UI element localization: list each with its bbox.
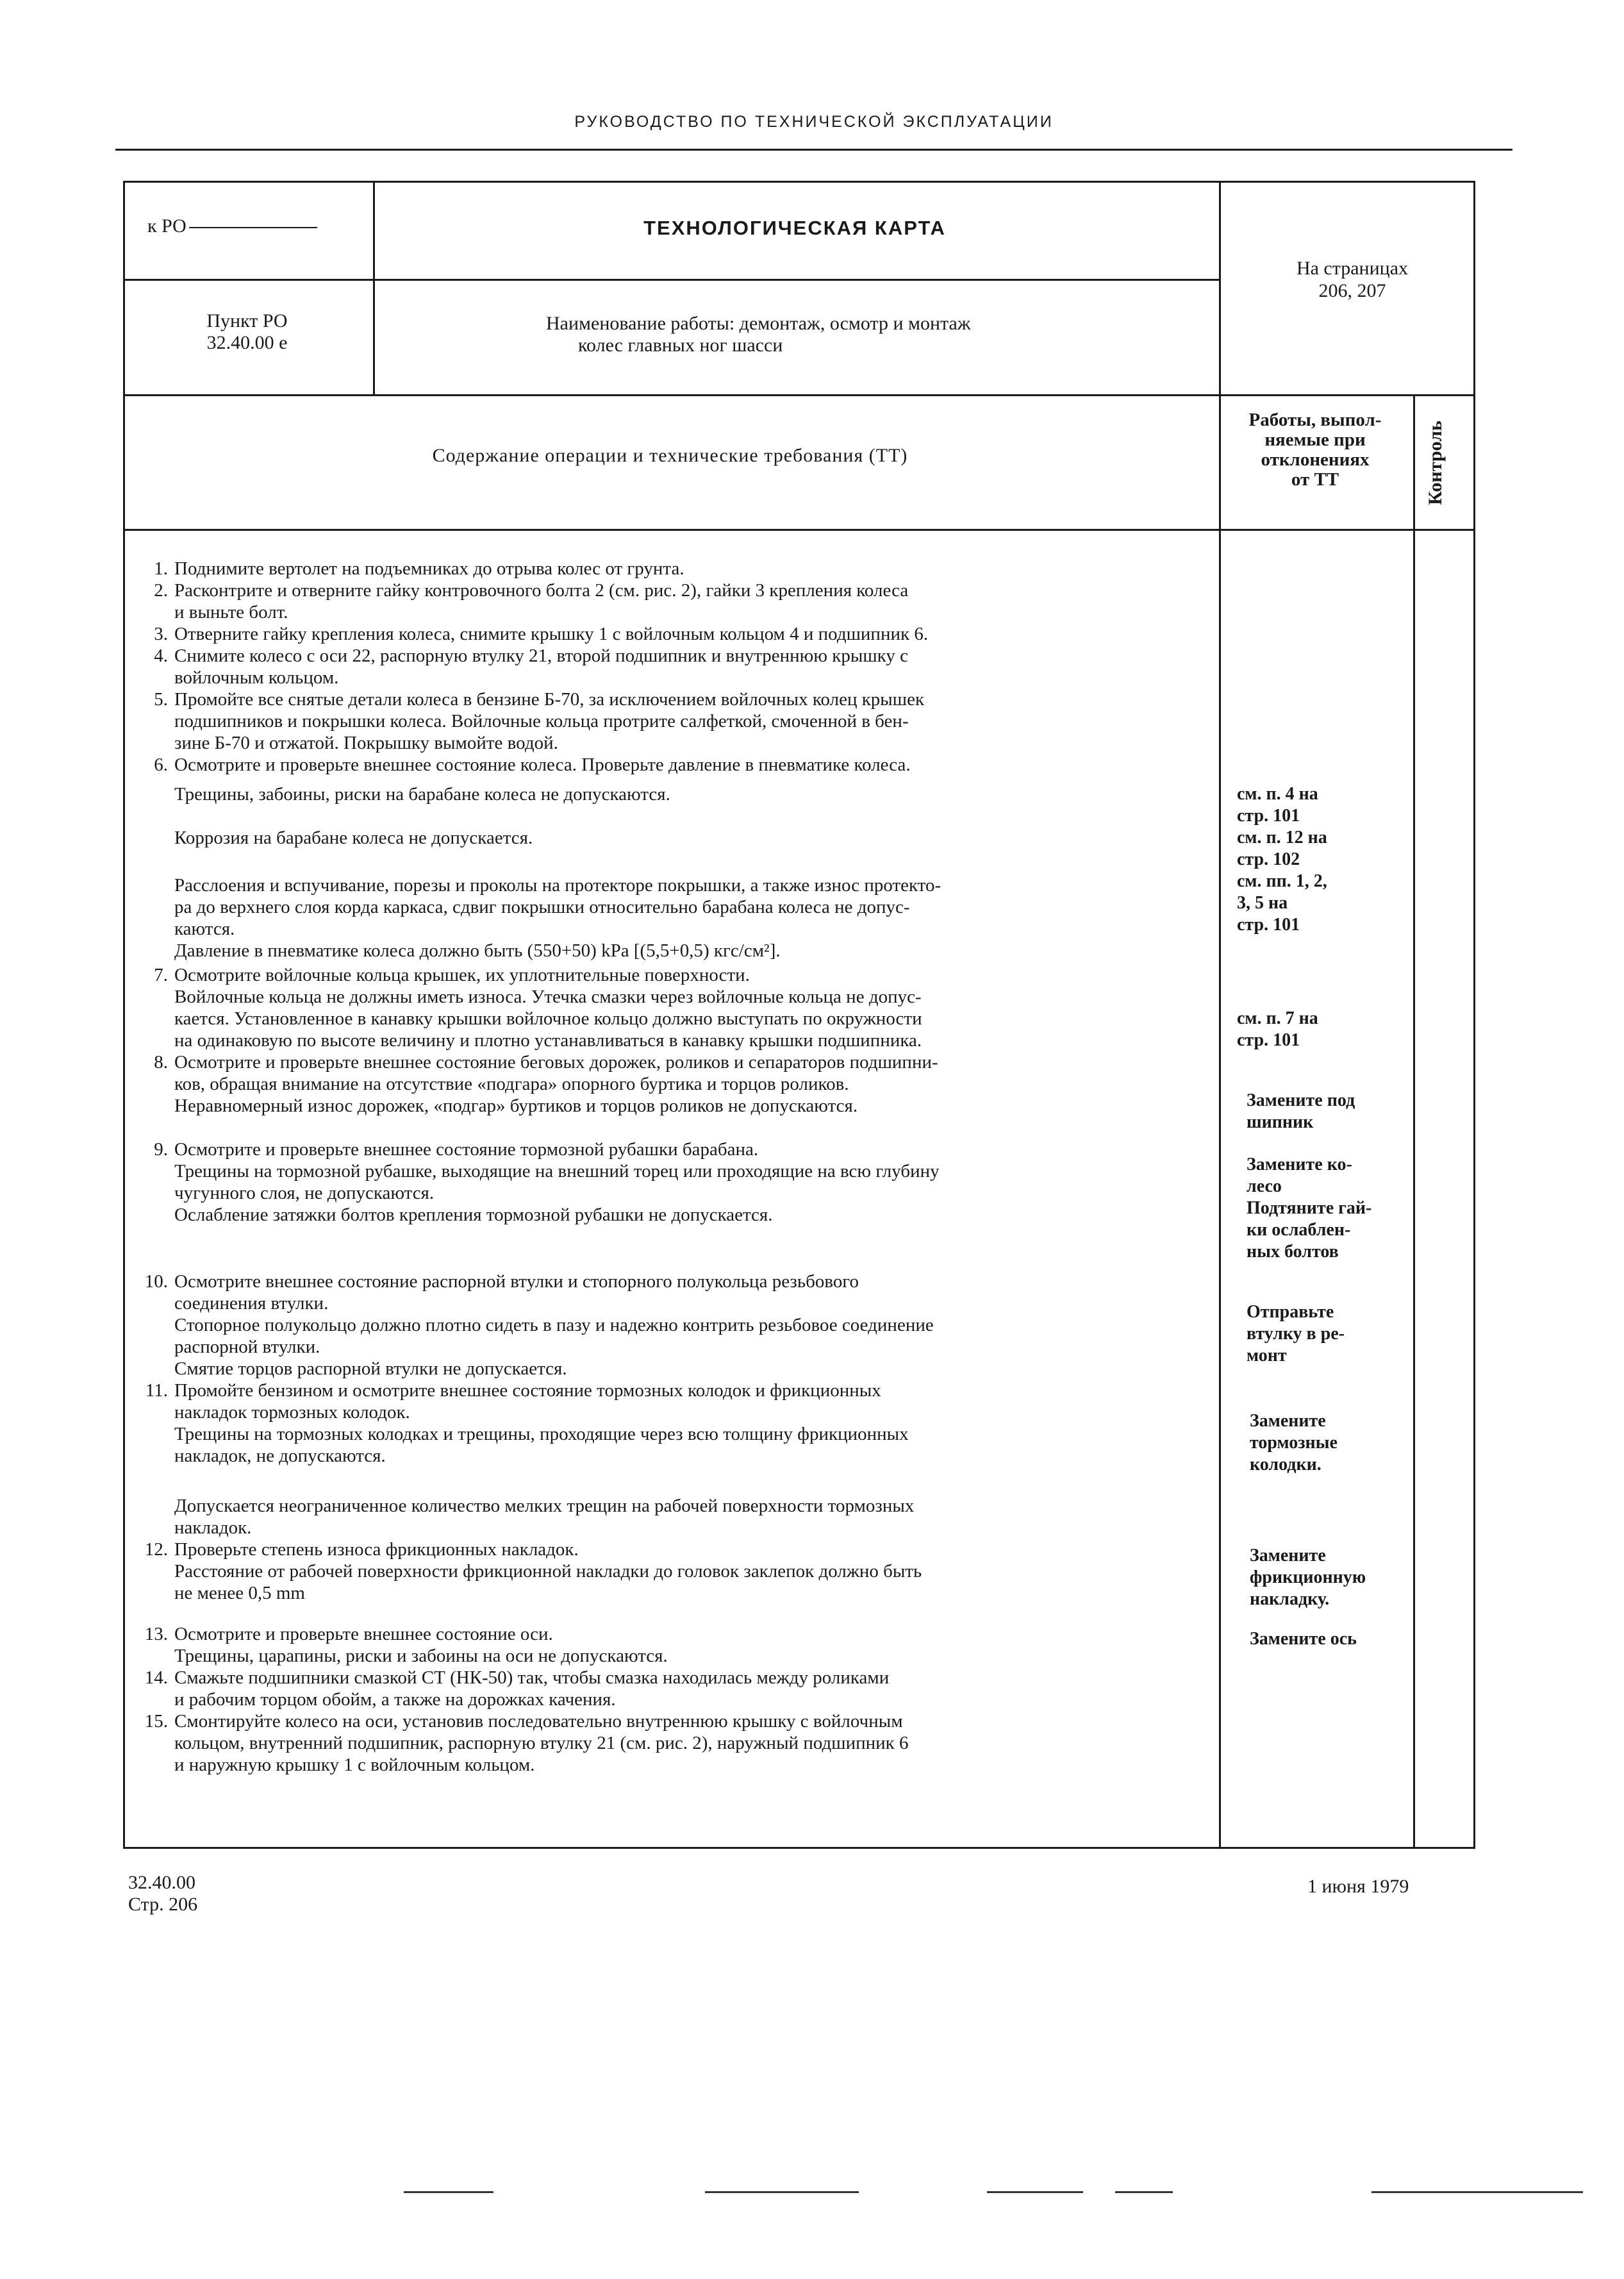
deviation-note: Замените ко- лесо Подтяните гай- ки ослаблен- ных болтов xyxy=(1247,1155,1372,1262)
operation-item: 10. Осмотрите внешнее состояние распорной втулки и стопорного полукольца резьбового соединения втулки. Стопорное полукольцо должно плотно сидеть в пазу и надежно контрить резьбовое соединение распорной втулки. Смятие торцов распорной втулки не допускается. xyxy=(144,1271,934,1379)
row-divider-title xyxy=(125,279,1221,281)
row-divider-header xyxy=(125,394,1473,396)
pages-value: 206, 207 xyxy=(1318,280,1386,301)
content-column-header: Содержание операции и технические требования (ТТ) xyxy=(432,445,908,466)
work-name-line2: колес главных ног шасси xyxy=(578,335,783,356)
operation-item: 5. Промойте все снятые детали колеса в бензине Б-70, за исключением войлочных колец крышек подшипников и покрышки колеса. Войлочные кольца протрите салфеткой, смоченной в бен- зине Б-70 и отжатой. Покрышку вымойте водой. xyxy=(154,689,925,753)
ref-blank-line xyxy=(189,227,317,228)
deviation-note: см. п. 4 на стр. 101 см. п. 12 на стр. 102 см. пп. 1, 2, 3, 5 на стр. 101 xyxy=(1237,784,1327,935)
control-column-header: Контроль xyxy=(1425,421,1446,505)
operation-item: 12. Проверьте степень износа фрикционных накладок. Расстояние от рабочей поверхности фрикционной накладки до головок заклепок должно быть не менее 0,5 mm xyxy=(144,1539,922,1603)
operation-item: 4. Снимите колесо с оси 22, распорную втулку 21, второй подшипник и внутреннюю крышку с войлочным кольцом. xyxy=(154,646,908,688)
deviation-note: см. п. 7 на стр. 101 xyxy=(1237,1008,1318,1050)
operation-item: 6. Осмотрите и проверьте внешнее состояние колеса. Проверьте давление в пневматике колеса. xyxy=(154,755,911,775)
operation-item: 1. Поднимите вертолет на подъемниках до отрыва колес от грунта. xyxy=(154,558,684,579)
document-header: РУКОВОДСТВО ПО ТЕХНИЧЕСКОЙ ЭКСПЛУАТАЦИИ xyxy=(574,113,1054,131)
header-rule xyxy=(115,149,1512,151)
scan-artifact-line xyxy=(1115,2191,1173,2193)
point-ro-value: 32.40.00 е xyxy=(206,332,288,353)
operation-detail: Трещины, забоины, риски на барабане колеса не допускаются. xyxy=(174,784,670,805)
scan-artifact-line xyxy=(705,2191,859,2193)
col-divider-left xyxy=(373,183,375,394)
operation-item: 11. Промойте бензином и осмотрите внешнее состояние тормозных колодок и фрикционных накладок тормозных колодок. Трещины на тормозных колодках и трещины, проходящие через всю толщину фрикционных накладок, не допускаются. xyxy=(145,1380,909,1466)
footer-code: 32.40.00 xyxy=(128,1872,195,1893)
deviation-column-header: Работы, выпол- няемые при отклонениях от ТТ xyxy=(1248,410,1382,490)
operation-item: 14. Смажьте подшипники смазкой СТ (НК-50) так, чтобы смазка находилась между роликами и рабочим торцом обойм, а также на дорожках качения. xyxy=(144,1667,890,1710)
work-name-line1: Наименование работы: демонтаж, осмотр и монтаж xyxy=(546,313,971,334)
operation-item: 13. Осмотрите и проверьте внешнее состояние оси. Трещины, царапины, риски и забоины на оси не допускаются. xyxy=(144,1624,668,1666)
operation-item: 2. Расконтрите и отверните гайку контровочного болта 2 (см. рис. 2), гайки 3 крепления колеса и выньте болт. xyxy=(154,580,909,622)
point-ro-label: Пункт РО xyxy=(206,310,288,331)
operation-item: 7. Осмотрите войлочные кольца крышек, их уплотнительные поверхности. Войлочные кольца не должны иметь износа. Утечка смазки через войлочные кольца не допус- кается. Установленное в канавку крышки войлочное кольцо должно выступать по окружности на одинаковую по высоте величину и плотно устанавливаться в канавку крышки подшипника. xyxy=(154,965,922,1051)
row-divider-columns xyxy=(125,529,1473,531)
deviation-note: Отправьте втулку в ре- монт xyxy=(1247,1302,1345,1365)
ref-ro-label: к РО xyxy=(147,215,317,237)
scan-artifact-line xyxy=(987,2191,1083,2193)
scan-artifact-line xyxy=(404,2191,493,2193)
footer-left xyxy=(128,1872,197,1916)
scan-artifact-line xyxy=(1371,2191,1583,2193)
deviation-note: Замените ось xyxy=(1250,1629,1357,1649)
footer-page: Стр. 206 xyxy=(128,1894,198,1915)
operation-item: 15. Смонтируйте колесо на оси, установив последовательно внутреннюю крышку с войлочным кольцом, внутренний подшипник, распорную втулку 21 (см. рис. 2), наружный подшипник 6 и наружную крышку 1 с войлочным кольцом. xyxy=(144,1711,909,1775)
deviation-note: Замените под шипник xyxy=(1247,1090,1355,1132)
deviation-note: Замените тормозные колодки. xyxy=(1250,1411,1338,1474)
deviation-note: Замените фрикционную накладку. xyxy=(1250,1546,1366,1609)
operation-item: 3. Отверните гайку крепления колеса, снимите крышку 1 с войлочным кольцом 4 и подшипник 6. xyxy=(154,624,929,644)
operation-item: 9. Осмотрите и проверьте внешнее состояние тормозной рубашки барабана. Трещины на тормозной рубашке, выходящие на внешний торец или проходящие на всю глубину чугунного слоя, не допускаются. Ослабление затяжки болтов крепления тормозной рубашки не допускается. xyxy=(154,1139,940,1225)
operation-detail: Допускается неограниченное количество мелких трещин на рабочей поверхности тормозных накладок. xyxy=(174,1496,915,1538)
operation-detail: Коррозия на барабане колеса не допускается. xyxy=(174,828,533,848)
card-title: ТЕХНОЛОГИЧЕСКАЯ КАРТА xyxy=(643,217,946,239)
operation-item: 8. Осмотрите и проверьте внешнее состояние беговых дорожек, роликов и сепараторов подшипни- ков, обращая внимание на отсутствие «подгара» опорного буртика и торцов роликов. Неравномерный износ дорожек, «подгар» буртиков и торцов роликов не допускаются. xyxy=(154,1052,938,1116)
operation-detail: Расслоения и вспучивание, порезы и проколы на протекторе покрышки, а также износ протекто- ра до верхнего слоя корда каркаса, сдвиг покрышки относительно барабана колеса не допус- каются. Давление в пневматике колеса должно быть (550+50) kPa [(5,5+0,5) кгс/см²]. xyxy=(174,875,941,961)
pages-label: На страницах xyxy=(1296,258,1409,279)
footer-date: 1 июня 1979 xyxy=(1307,1876,1409,1897)
